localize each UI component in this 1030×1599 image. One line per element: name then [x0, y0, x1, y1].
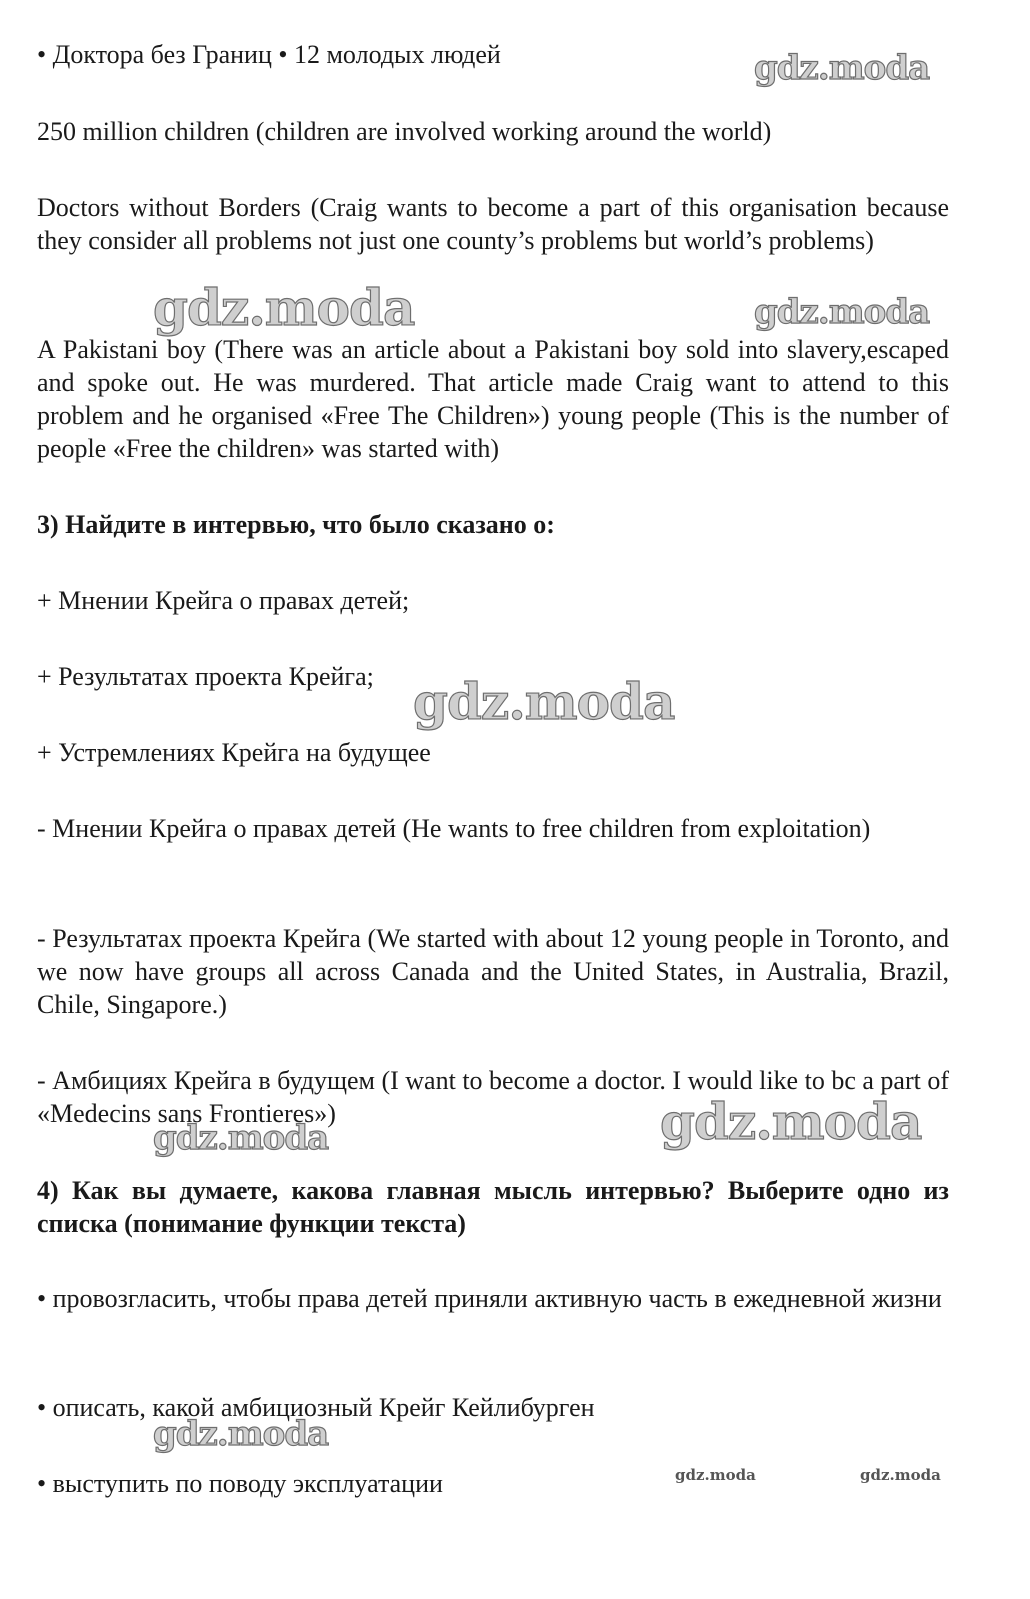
answer-line-1: • Доктора без Границ • 12 молодых людей [37, 40, 501, 69]
option-describe-craig: • описать, какой амбициозный Крейг Кейлибурген [37, 1393, 595, 1422]
list-item-results: + Результатах проекта Крейга; [37, 662, 374, 691]
watermark-logo: gdz.moda [754, 48, 930, 88]
watermark-logo: gdz.moda [754, 292, 930, 332]
option-exploitation: • выступить по поводу эксплуатации [37, 1469, 443, 1498]
question-3-heading: 3) Найдите в интервью, что было сказано о: [37, 510, 555, 539]
watermark-logo: gdz.moda [660, 1092, 922, 1151]
watermark-logo: gdz.moda [153, 1118, 329, 1158]
answer-line-2: 250 million children (children are involved working around the world) [37, 117, 772, 146]
watermark-logo: gdz.moda [413, 672, 675, 731]
answer-rights: - Мнении Крейга о правах детей (He wants to free children from exploitation) [37, 814, 871, 843]
option-proclaim-rights: • провозгласить, чтобы права детей приняли активную часть в ежедневной жизни [37, 1284, 942, 1313]
watermark-logo: gdz.moda [153, 1414, 329, 1454]
answer-results: - Результатах проекта Крейга (We started with about 12 young people in Toronto, and we now have groups all across Canada and the United States, in Australia, Brazil, Chile, Singapore.) [37, 924, 949, 1019]
watermark-logo: gdz.moda [675, 1466, 756, 1484]
question-4-heading: 4) Как вы думаете, какова главная мысль интервью? Выберите одно из списка (понимание функции текста) [37, 1176, 949, 1238]
list-item-rights: + Мнении Крейга о правах детей; [37, 586, 410, 615]
list-item-aspirations: + Устремлениях Крейга на будущее [37, 738, 431, 767]
answer-paragraph-doctors: Doctors without Borders (Craig wants to become a part of this organisation because they consider all problems not just one county’s problems but world’s problems) [37, 193, 949, 255]
answer-paragraph-pakistani-boy: A Pakistani boy (There was an article about a Pakistani boy sold into slavery,escaped and spoke out. He was murdered. That article made Craig want to attend to this problem and he organised «Free The Children») young people (This is the number of people «Free the children» was started with) [37, 335, 949, 463]
watermark-logo: gdz.moda [153, 278, 415, 337]
watermark-logo: gdz.moda [860, 1466, 941, 1484]
answer-ambitions: - Амбициях Крейга в будущем (I want to become a doctor. I would like to bc a part of «Medecins sans Frontieres») [37, 1066, 949, 1128]
